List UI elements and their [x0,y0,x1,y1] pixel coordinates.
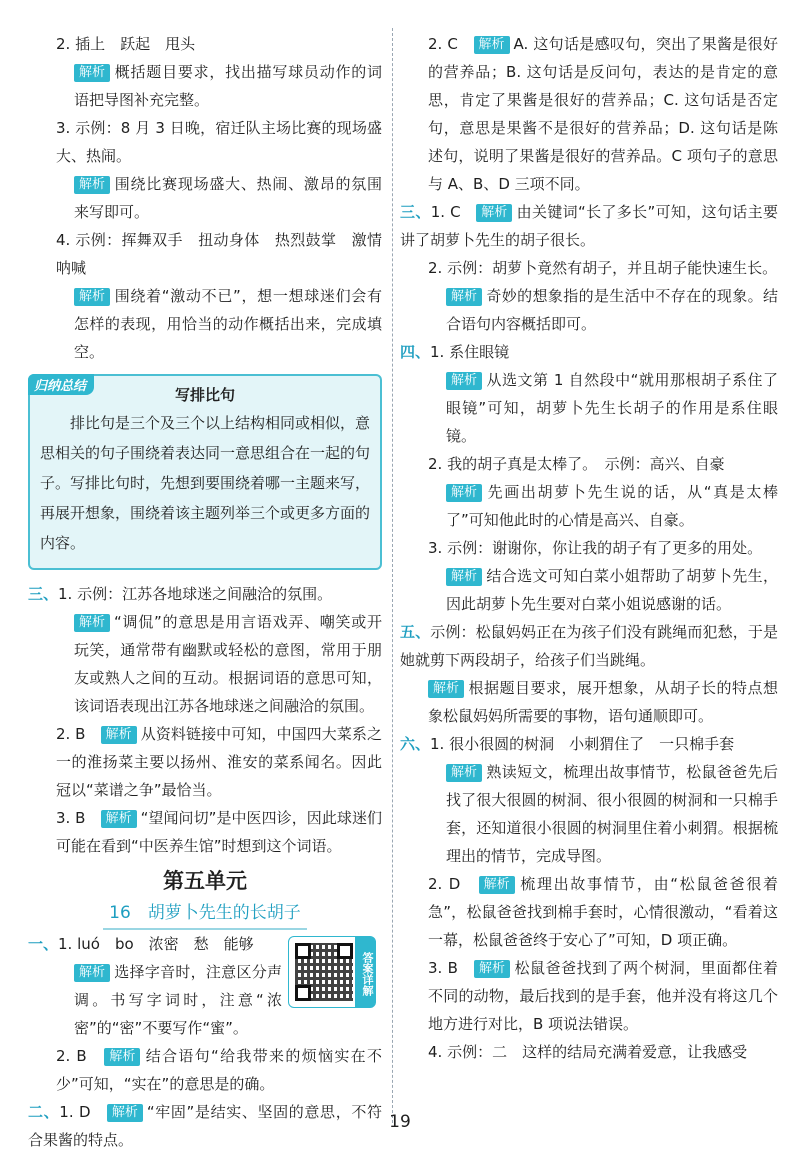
summary-box [28,374,382,570]
answer-item: 4. 示例：挥舞双手 扭动身体 热烈鼓掌 激情呐喊 [56,231,382,277]
section-marker: 一、 [28,935,59,953]
explanation: 解析 熟读短文，梳理出故事情节，松鼠爸爸先后找了很大很圆的树洞、很小很圆的树洞和一只棉手套，还知道很小很圆的树洞里住着小刺猬。根据梳理出的情节，完成导图。 [446,763,778,865]
answer-item: 一、1. luó bo 浓密 愁 能够 [28,935,254,953]
explanation: 解析 概括题目要求，找出描写球员动作的词语把导图补充完整。 [74,63,382,109]
explanation: 解析 结合选文可知白菜小姐帮助了胡萝卜先生，因此胡萝卜先生要对白菜小姐说感谢的话。 [446,567,778,613]
explanation-badge: 解析 [474,960,510,978]
answer-item: 2. B 解析 结合语句“给我带来的烦恼实在不少”可知，“实在”的意思是的确。 [56,1047,382,1093]
section-marker: 三、 [28,585,59,603]
explanation-badge: 解析 [479,876,515,894]
qr-label: 答案详解 [355,937,375,1007]
explanation-badge: 解析 [104,1048,140,1066]
answer-item: 4. 示例：二 这样的结局充满着爱意，让我感受 [428,1043,748,1061]
explanation-badge: 解析 [101,726,137,744]
explanation: 解析 先画出胡萝卜先生说的话，从“真是太棒了”可知他此时的心情是高兴、自豪。 [446,483,778,529]
page-number: 19 [389,1112,411,1132]
right-column [400,30,778,1066]
explanation-badge: 解析 [74,614,110,632]
summary-title: 写排比句 [174,386,235,404]
explanation: 解析 围绕比赛现场盛大、热闹、激昂的氛围来写即可。 [74,175,382,221]
explanation-badge: 解析 [446,372,482,390]
answer-item: 3. 示例：8 月 3 日晚，宿迁队主场比赛的现场盛大、热闹。 [56,119,382,165]
answer-item: 2. C 解析 A. 这句话是感叹句，突出了果酱是很好的营养品；B. 这句话是反问句，表达的是肯定的意思，肯定了果酱是很好的营养品；C. 这句话是否定句，意思是果酱不是很好的营养品；D. 这句话是陈述句，说明了果酱是很好的营养品。C 项句子的意思与 A、B、D 三项不同。 [428,35,778,193]
summary-tag: 归纳总结 [28,374,94,395]
answer-item: 三、1. 示例：江苏各地球迷之间融洽的氛围。 [28,585,333,603]
explanation-badge: 解析 [74,964,110,982]
answer-item: 2. 示例：胡萝卜竟然有胡子，并且胡子能快速生长。 [428,259,778,277]
explanation-badge: 解析 [476,204,512,222]
answer-item: 三、1. C 解析 由关键词“长了多长”可知，这句话主要讲了胡萝卜先生的胡子很长。 [400,203,778,249]
section-marker: 六、 [400,735,431,753]
answer-item: 二、1. D 解析 “牢固”是结实、坚固的意思，不符合果酱的特点。 [28,1103,382,1149]
answer-item: 2. 我的胡子真是太棒了。 示例：高兴、自豪 [428,455,725,473]
section-marker: 二、 [28,1103,60,1121]
explanation: 解析 根据题目要求，展开想象，从胡子长的特点想象松鼠妈妈所需要的事物，语句通顺即可。 [428,679,778,725]
answer-item: 3. B 解析 “望闻问切”是中医四诊，因此球迷们可能在看到“中医养生馆”时想到这个词语。 [56,809,383,855]
explanation: 解析 “调侃”的意思是用言语戏弄、嘲笑或开玩笑，通常带有幽默或轻松的意图，常用于朋友或熟人之间的互动。根据词语的意思可知，该词语表现出江苏各地球迷之间融洽的氛围。 [74,613,382,715]
column-divider [392,28,393,1123]
section-marker: 三、 [400,203,431,221]
explanation: 解析 选择字音时，注意区分声调。书写字词时，注意“浓密”的“密”不要写作“蜜”。 [74,963,282,1037]
explanation-badge: 解析 [74,64,110,82]
explanation-badge: 解析 [101,810,137,828]
explanation-badge: 解析 [474,36,510,54]
answer-item: 五、示例：松鼠妈妈正在为孩子们没有跳绳而犯愁，于是她就剪下两段胡子，给孩子们当跳绳。 [400,623,778,669]
answer-item: 2. D 解析 梳理出故事情节，由“松鼠爸爸很着急”，松鼠爸爸找到棉手套时，心情很激动，“看着这一幕，松鼠爸爸终于安心了”可知，D 项正确。 [428,875,778,949]
section-marker: 五、 [400,623,431,641]
answer-item: 3. B 解析 松鼠爸爸找到了两个树洞，里面都住着不同的动物，最后找到的是手套，他并没有将这几个地方进行对比，B 项说法错误。 [428,959,778,1033]
explanation-badge: 解析 [74,176,110,194]
explanation-badge: 解析 [446,288,482,306]
section-marker: 四、 [400,343,431,361]
explanation: 解析 从选文第 1 自然段中“就用那根胡子系住了眼镜”可知，胡萝卜先生长胡子的作用是系住眼镜。 [446,371,778,445]
answer-item: 六、1. 很小很圆的树洞 小刺猬住了 一只棉手套 [400,735,735,753]
lesson-title: 16 胡萝卜先生的长胡子 [28,898,382,930]
explanation-badge: 解析 [446,568,482,586]
explanation-badge: 解析 [74,288,110,306]
explanation-badge: 解析 [446,764,482,782]
answer-item: 四、1. 系住眼镜 [400,343,510,361]
explanation-badge: 解析 [428,680,464,698]
unit-title: 第五单元 [163,869,247,893]
answer-item: 2. 插上 跃起 甩头 [56,35,196,53]
explanation-badge: 解析 [446,484,482,502]
explanation: 解析 围绕着“激动不已”，想一想球迷们会有怎样的表现，用恰当的动作概括出来，完成填空。 [74,287,382,361]
answer-item: 2. B 解析 从资料链接中可知，中国四大菜系之一的淮扬菜主要以扬州、淮安的菜系闻名。因此冠以“菜谱之争”最恰当。 [56,725,382,799]
answer-item: 3. 示例：谢谢你，你让我的胡子有了更多的用处。 [428,539,763,557]
summary-body: 排比句是三个及三个以上结构相同或相似，意思相关的句子围绕着表达同一意思组合在一起的句子。写排比句时，先想到要围绕着哪一主题来写，再展开想象，围绕着该主题列举三个或更多方面的内容。 [40,414,371,552]
explanation-badge: 解析 [107,1104,143,1122]
left-column [28,30,382,1154]
explanation: 解析 奇妙的想象指的是生活中不存在的现象。结合语句内容概括即可。 [446,287,778,333]
